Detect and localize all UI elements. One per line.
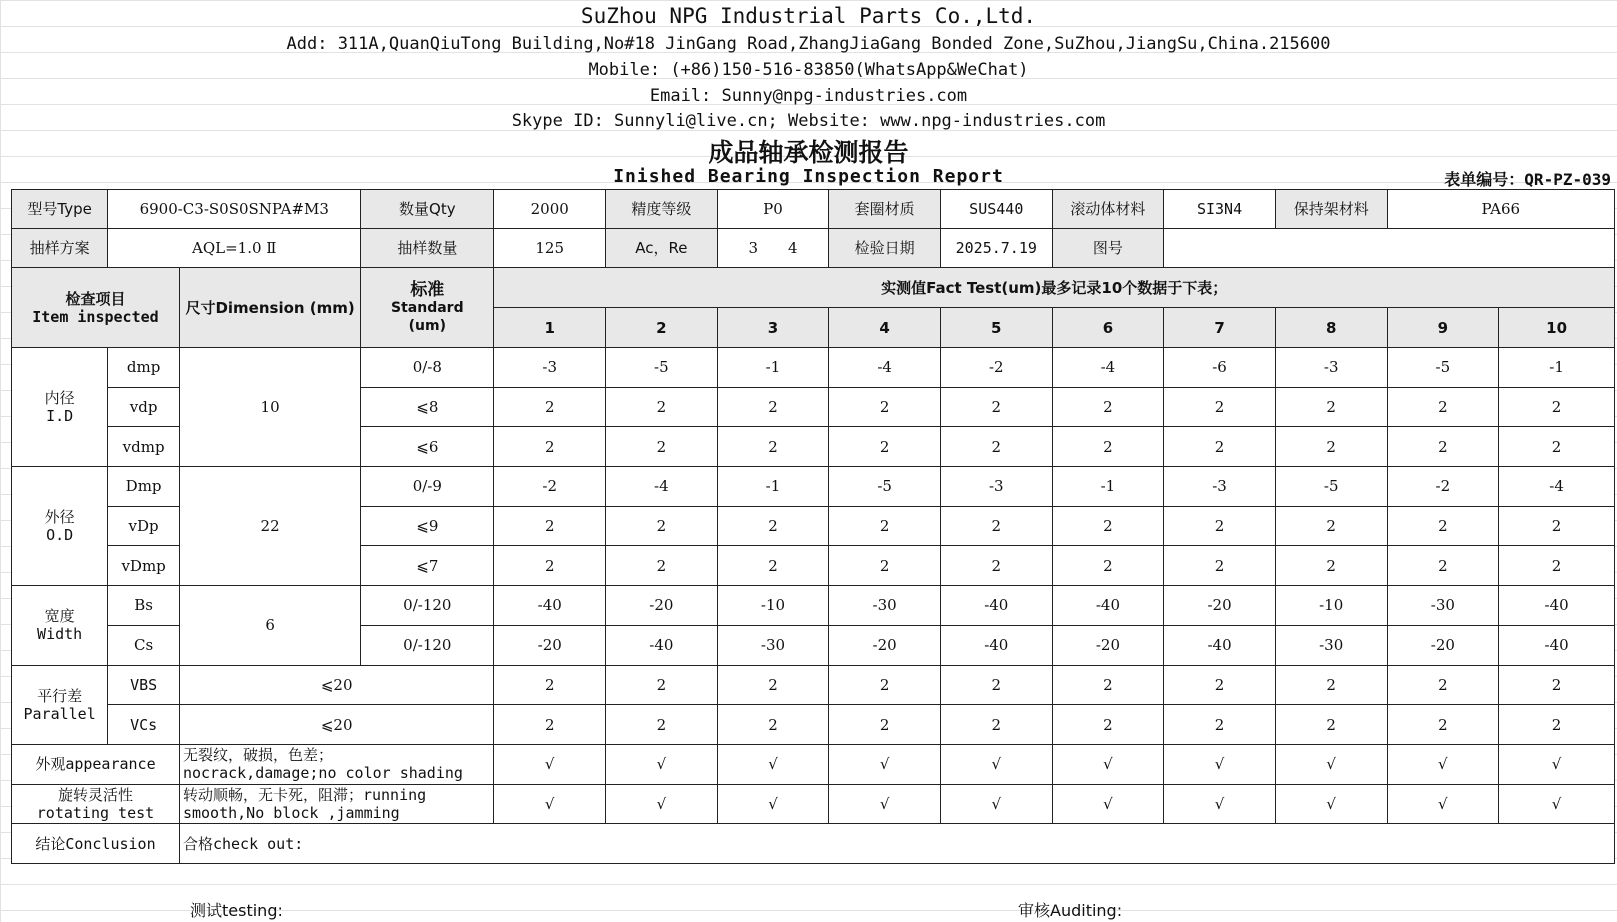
nominal-dimension: 6 [179,586,360,665]
parameter-name: VCs [108,705,180,745]
sample-number-header: 9 [1387,308,1499,348]
measured-value: 2 [717,705,829,745]
company-mobile: Mobile: (+86)150-516-83850(WhatsApp&WeChat) [588,60,1029,80]
measured-value: 2 [1164,705,1276,745]
measured-value: -40 [494,586,606,626]
report-title-en: Inished Bearing Inspection Report [613,166,1004,187]
measured-value: 2 [1052,506,1164,546]
measured-value: -2 [494,467,606,507]
measured-value: 2 [1052,665,1164,705]
column-header-row-1 [12,268,1615,308]
measured-value: 2 [829,387,941,427]
parameter-name: Bs [108,586,180,626]
report-title-cn: 成品轴承检测报告 [708,138,909,167]
conclusion-row [12,824,1615,864]
appearance-criteria [179,744,493,784]
item-group-cn: 内径 [44,389,75,408]
measured-value: 2 [1499,427,1615,467]
standard-value: ⩽7 [361,546,494,586]
measured-value: 2 [1387,665,1499,705]
rolling-material-value: SI3N4 [1164,190,1276,229]
measured-value: 2 [940,665,1052,705]
measured-value: -30 [829,586,941,626]
measured-value: √ [940,744,1052,784]
measured-value: √ [1164,744,1276,784]
drawing-value [1164,229,1615,268]
measured-value: 2 [717,665,829,705]
measured-value: 2 [1275,387,1387,427]
measured-value: √ [606,744,718,784]
measured-value: √ [1387,784,1499,824]
measured-value: -40 [1052,586,1164,626]
standard-value: 0/-9 [361,467,494,507]
measured-value: 2 [494,506,606,546]
inspection-table [11,189,1615,864]
measured-value: 2 [1275,546,1387,586]
standard-header [361,268,494,348]
company-name: SuZhou NPG Industrial Parts Co.,Ltd. [580,4,1037,28]
measured-value: 2 [606,546,718,586]
measured-value: -20 [1164,586,1276,626]
measured-value: 2 [829,665,941,705]
measured-value: 2 [940,387,1052,427]
item-group-cn: 外径 [44,508,75,527]
sample-number-header: 3 [717,308,829,348]
sample-number-header: 7 [1164,308,1276,348]
type-label: 型号Type [12,190,108,229]
measured-value: 2 [1164,546,1276,586]
measured-value: 2 [829,427,941,467]
item-group-label [12,348,108,467]
parameter-name: vDp [108,506,180,546]
sample-number-header: 2 [606,308,718,348]
measured-value: -10 [717,586,829,626]
measured-value: -5 [606,348,718,388]
measured-value: -20 [1387,625,1499,665]
sample-number-header: 4 [829,308,941,348]
measured-value: -20 [829,625,941,665]
testing-signature-label: 测试testing: [190,901,283,920]
measured-value: -30 [1387,586,1499,626]
measured-value: 2 [1052,427,1164,467]
nominal-dimension: 22 [179,467,360,586]
ring-material-value: SUS440 [940,190,1052,229]
rotating-row [12,784,1615,824]
table-row [12,348,1615,388]
measured-value: -3 [494,348,606,388]
rotating-label [12,784,180,824]
measured-value: 2 [1052,705,1164,745]
measured-value: -20 [1052,625,1164,665]
measured-value: -5 [829,467,941,507]
sample-number-header: 6 [1052,308,1164,348]
measured-value: 2 [829,506,941,546]
measured-value: 2 [1499,705,1615,745]
table-row [12,586,1615,626]
item-group-label [12,467,108,586]
measured-value: √ [717,744,829,784]
measured-value: 2 [606,387,718,427]
item-group-cn: 宽度 [44,607,75,626]
sample-number-header: 8 [1275,308,1387,348]
date-value: 2025.7.19 [940,229,1052,268]
standard-cn: 标准 [410,279,445,300]
measured-value: 2 [494,546,606,586]
item-group-cn: 平行差 [37,686,83,705]
measured-value: -4 [606,467,718,507]
auditing-signature-label: 审核Auditing: [1018,901,1123,920]
measured-value: -40 [1499,586,1615,626]
measured-value: 2 [1164,427,1276,467]
measured-value: -1 [1052,467,1164,507]
measured-value: 2 [940,546,1052,586]
measured-value: √ [1499,744,1615,784]
item-inspected-en: Item inspected [32,307,159,326]
standard-unit: (um) [408,317,446,334]
appearance-criteria-en: nocrack,damage;no color shading [182,764,463,783]
company-address: Add: 311A,QuanQiuTong Building,No#18 JinGang Road,ZhangJiaGang Bonded Zone,SuZhou,JiangSu,China.215600 [286,34,1331,54]
standard-value: ⩽20 [179,665,493,705]
measured-value: 2 [1387,427,1499,467]
standard-value: ⩽20 [179,705,493,745]
table-row [12,665,1615,705]
measured-value: 2 [494,665,606,705]
standard-value: 0/-8 [361,348,494,388]
measured-value: √ [1052,744,1164,784]
item-inspected-cn: 检查项目 [65,289,126,308]
measured-value: 2 [494,705,606,745]
measured-value: √ [829,744,941,784]
appearance-row [12,744,1615,784]
item-group-en: I.D [46,407,74,426]
measured-value: √ [606,784,718,824]
standard-value: ⩽8 [361,387,494,427]
drawing-label: 图号 [1052,229,1164,268]
parameter-name: VBS [108,665,180,705]
standard-value: 0/-120 [361,586,494,626]
acre-value: 3 4 [717,229,829,268]
measured-value: -30 [717,625,829,665]
rolling-material-label: 滚动体材料 [1052,190,1164,229]
rotating-label-cn: 旋转灵活性 [57,785,133,804]
measured-value: 2 [1499,387,1615,427]
rotating-criteria-cn: 转动顺畅，无卡死，阻滞；running [182,785,427,804]
measured-value: -3 [940,467,1052,507]
standard-value: 0/-120 [361,625,494,665]
measured-value: √ [494,744,606,784]
measured-value: 2 [606,427,718,467]
measured-value: 2 [1387,705,1499,745]
measured-value: -1 [717,467,829,507]
ring-material-label: 套圈材质 [829,190,941,229]
measured-value: -4 [829,348,941,388]
measured-value: 2 [606,665,718,705]
fact-test-header: 实测值Fact Test(um)最多记录10个数据于下表； [494,268,1615,308]
item-group-en: Parallel [23,704,96,723]
measured-value: -2 [940,348,1052,388]
measured-value: 2 [717,387,829,427]
company-email: Email: Sunny@npg-industries.com [649,86,968,106]
grade-label: 精度等级 [606,190,718,229]
conclusion-label: 结论Conclusion [12,824,180,864]
measured-value: 2 [717,506,829,546]
conclusion-value: 合格check out: [179,824,1614,864]
date-label: 检验日期 [829,229,941,268]
measured-value: 2 [606,506,718,546]
measured-value: -5 [1275,467,1387,507]
measured-value: 2 [1275,427,1387,467]
cage-material-label: 保持架材料 [1275,190,1387,229]
item-group-en: Width [37,625,83,644]
measured-value: 2 [940,427,1052,467]
measured-value: 2 [1387,506,1499,546]
measured-value: 2 [1164,506,1276,546]
measured-value: √ [1275,784,1387,824]
appearance-criteria-cn: 无裂纹，破损，色差； [182,746,333,765]
measured-value: -40 [940,625,1052,665]
measured-value: √ [717,784,829,824]
measured-value: √ [829,784,941,824]
measured-value: 2 [494,427,606,467]
measured-value: 2 [1499,546,1615,586]
item-group-en: O.D [46,526,74,545]
measured-value: -2 [1387,467,1499,507]
sample-qty-value: 125 [494,229,606,268]
measured-value: 2 [606,705,718,745]
rotating-label-en: rotating test [36,803,155,822]
measured-value: -20 [606,586,718,626]
measured-value: -10 [1275,586,1387,626]
measured-value: 2 [1164,665,1276,705]
table-row [12,705,1615,745]
item-group-label [12,665,108,744]
qty-label: 数量Qty [361,190,494,229]
measured-value: √ [494,784,606,824]
measured-value: 2 [1052,387,1164,427]
nominal-dimension: 10 [179,348,360,467]
parameter-name: vDmp [108,546,180,586]
company-skype-website: Skype ID: Sunnyli@live.cn; Website: www.npg-industries.com [511,111,1106,131]
grade-value: P0 [717,190,829,229]
measured-value: 2 [717,546,829,586]
type-value: 6900-C3-S0S0SNPA#M3 [108,190,361,229]
measured-value: √ [1387,744,1499,784]
measured-value: 2 [1275,506,1387,546]
item-group-label [12,586,108,665]
measured-value: -40 [1164,625,1276,665]
sample-number-header: 1 [494,308,606,348]
form-number: 表单编号：QR-PZ-039 [1444,170,1611,189]
measured-value: √ [940,784,1052,824]
measured-value: -6 [1164,348,1276,388]
measured-value: 2 [1164,387,1276,427]
info-row-2 [12,229,1615,268]
measured-value: 2 [717,427,829,467]
measured-value: -5 [1387,348,1499,388]
standard-value: ⩽6 [361,427,494,467]
measured-value: -4 [1499,467,1615,507]
measured-value: -1 [717,348,829,388]
standard-value: ⩽9 [361,506,494,546]
sample-number-header: 10 [1499,308,1615,348]
measured-value: 2 [1387,387,1499,427]
sample-number-header: 5 [940,308,1052,348]
sampling-label: 抽样方案 [12,229,108,268]
measured-value: √ [1052,784,1164,824]
measured-value: 2 [940,705,1052,745]
measured-value: 2 [1275,665,1387,705]
parameter-name: Dmp [108,467,180,507]
cage-material-value: PA66 [1387,190,1614,229]
measured-value: -3 [1164,467,1276,507]
appearance-label: 外观appearance [12,744,180,784]
measured-value: 2 [829,546,941,586]
measured-value: 2 [1499,506,1615,546]
parameter-name: Cs [108,625,180,665]
rotating-criteria [179,784,493,824]
measured-value: √ [1275,744,1387,784]
measured-value: -40 [606,625,718,665]
measured-value: -1 [1499,348,1615,388]
measured-value: √ [1499,784,1615,824]
measured-value: 2 [1052,546,1164,586]
parameter-name: vdmp [108,427,180,467]
measured-value: 2 [1499,665,1615,705]
measured-value: 2 [494,387,606,427]
table-row [12,467,1615,507]
sampling-value: AQL=1.0 Ⅱ [108,229,361,268]
measured-value: -20 [494,625,606,665]
info-row-1 [12,190,1615,229]
measured-value: 2 [829,705,941,745]
item-inspected-header [12,268,180,348]
measured-value: 2 [1387,546,1499,586]
parameter-name: vdp [108,387,180,427]
measured-value: 2 [1275,705,1387,745]
measured-value: -4 [1052,348,1164,388]
measured-value: -30 [1275,625,1387,665]
qty-value: 2000 [494,190,606,229]
standard-en: Standard [391,299,464,316]
measured-value: √ [1164,784,1276,824]
dimension-header: 尺寸Dimension (mm) [179,268,360,348]
acre-label: Ac，Re [606,229,718,268]
rotating-criteria-en: smooth,No block ,jamming [182,803,400,822]
measured-value: -3 [1275,348,1387,388]
measured-value: -40 [940,586,1052,626]
measured-value: 2 [940,506,1052,546]
sample-qty-label: 抽样数量 [361,229,494,268]
measured-value: -40 [1499,625,1615,665]
parameter-name: dmp [108,348,180,388]
